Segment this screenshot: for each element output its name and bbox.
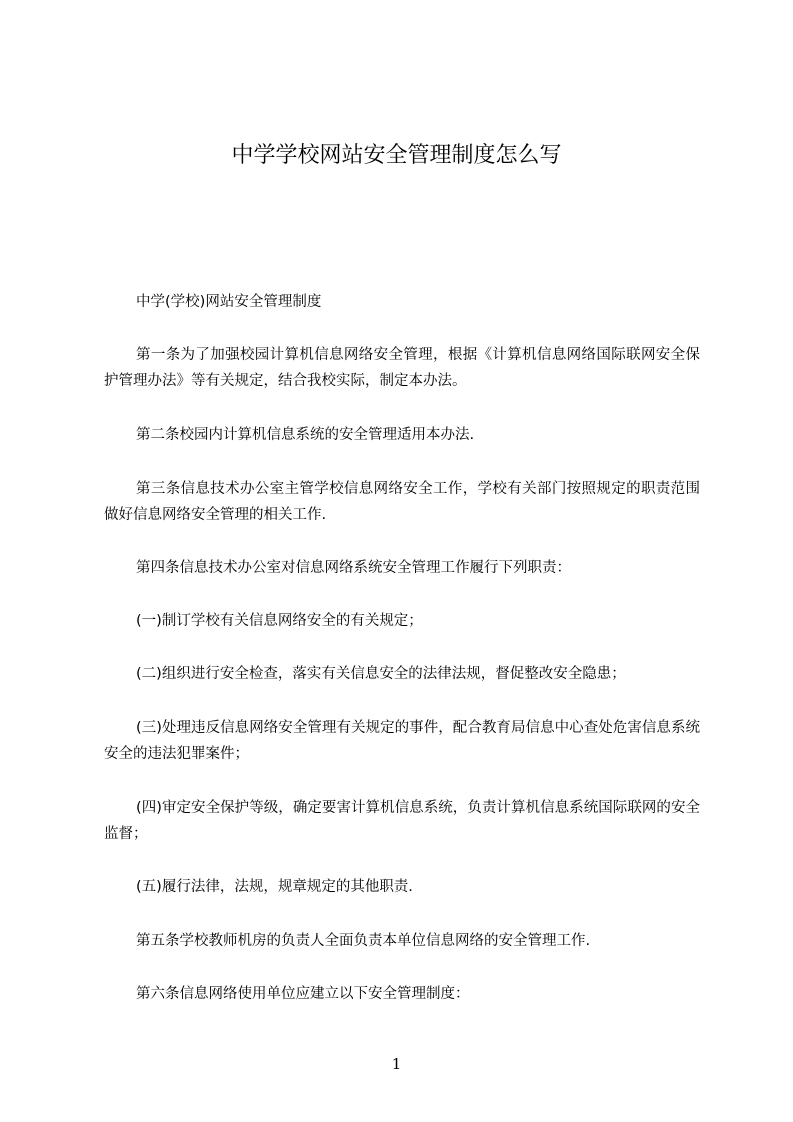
paragraph-article-3: 第三条信息技术办公室主管学校信息网络安全工作，学校有关部门按照规定的职责范围做好信息网络安全管理的相关工作. bbox=[104, 481, 700, 523]
paragraph-article-1: 第一条为了加强校园计算机信息网络安全管理，根据《计算机信息网络国际联网安全保护管理办法》等有关规定，结合我校实际，制定本办法。 bbox=[104, 347, 700, 389]
paragraph-item-2: (二)组织进行安全检查，落实有关信息安全的法律法规，督促整改安全隐患； bbox=[136, 666, 626, 682]
paragraph-article-2: 第二条校园内计算机信息系统的安全管理适用本办法. bbox=[136, 427, 475, 443]
paragraph-item-3: (三)处理违反信息网络安全管理有关规定的事件，配合教育局信息中心查处危害信息系统安全的违法犯罪案件； bbox=[104, 720, 700, 762]
paragraph-article-4: 第四条信息技术办公室对信息网络系统安全管理工作履行下列职责： bbox=[136, 560, 571, 576]
paragraph-item-4: (四)审定安全保护等级，确定要害计算机信息系统，负责计算机信息系统国际联网的安全监督； bbox=[104, 800, 700, 842]
page-number: 1 bbox=[391, 1055, 402, 1073]
document-title: 中学学校网站安全管理制度怎么写 bbox=[231, 143, 562, 168]
paragraph-heading: 中学(学校)网站安全管理制度 bbox=[136, 294, 322, 310]
paragraph-item-1: (一)制订学校有关信息网络安全的有关规定； bbox=[136, 613, 423, 629]
paragraph-article-6: 第六条信息网络使用单位应建立以下安全管理制度： bbox=[136, 986, 470, 1002]
paragraph-article-5: 第五条学校教师机房的负责人全面负责本单位信息网络的安全管理工作. bbox=[136, 933, 591, 949]
paragraph-item-5: (五)履行法律，法规，规章规定的其他职责. bbox=[136, 879, 413, 895]
